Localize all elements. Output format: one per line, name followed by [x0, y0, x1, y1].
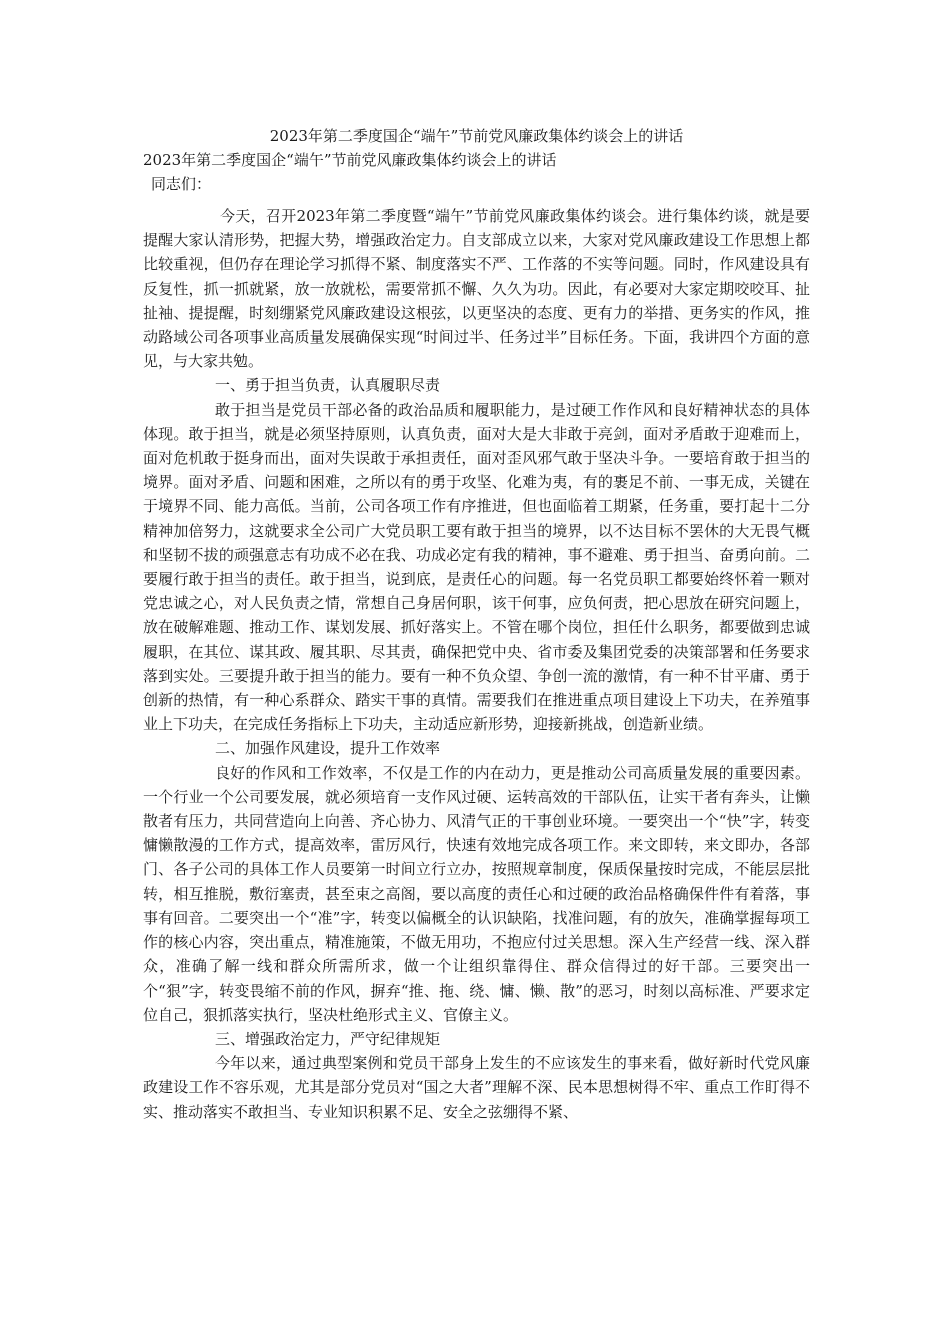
section-body-3: 今年以来，通过典型案例和党员干部身上发生的不应该发生的事来看，做好新时代党风廉政建设工作不容乐观，尤其是部分党员对“国之大者”理解不深、民本思想树得不牢、重点工作盯得不实、推动落实不敢担当、专业知识积累不足、安全之弦绷得不紧、	[143, 1054, 810, 1121]
document-page	[143, 124, 810, 1124]
section-heading-1: 一、勇于担当负责，认真履职尽责	[215, 376, 441, 395]
intro-paragraph: 今天，召开2023年第二季度暨“端午”节前党风廉政集体约谈会。进行集体约谈，就是要提醒大家认清形势，把握大势，增强政治定力。自支部成立以来，大家对党风廉政建设工作思想上都比较重视，但仍存在理论学习抓得不紧、制度落实不严、工作落的不实等问题。同时，作风建设具有反复性，抓一抓就紧，放一放就松，需要常抓不懈、久久为功。因此，有必要对大家定期咬咬耳、扯扯袖、提提醒，时刻绷紧党风廉政建设这根弦，以更坚决的态度、更有力的举措、更务实的作风，推动路域公司各项事业高质量发展确保实现“时间过半、任务过半”目标任务。下面，我讲四个方面的意见，与大家共勉。	[143, 207, 810, 371]
document-subtitle: 2023年第二季度国企“端午”节前党风廉政集体约谈会上的讲话	[143, 151, 557, 169]
section-body-1: 敢于担当是党员干部必备的政治品质和履职能力，是过硬工作作风和良好精神状态的具体体现。敢于担当，就是必须坚持原则，认真负责，面对大是大非敢于亮剑，面对矛盾敢于迎难而上，面对危机敢于挺身而出，面对失误敢于承担责任，面对歪风邪气敢于坚决斗争。一要培育敢于担当的境界。面对矛盾、问题和困难，之所以有的勇于攻坚、化难为夷，有的裹足不前、一事无成，关键在于境界不同、能力高低。当前，公司各项工作有序推进，但也面临着工期紧，任务重，要打起十二分精神加倍努力，这就要求全公司广大党员职工要有敢于担当的境界，以不达目标不罢休的大无畏气概和坚韧不拔的顽强意志有功成不必在我、功成必定有我的精神，事不避难、勇于担当、奋勇向前。二要履行敢于担当的责任。敢于担当，说到底，是责任心的问题。每一名党员职工都要始终怀着一颗对党忠诚之心，对人民负责之情，常想自己身居何职，该干何事，应负何责，把心思放在研究问题上，放在破解难题、推动工作、谋划发展、抓好落实上。不管在哪个岗位，担任什么职务，都要做到忠诚履职，在其位、谋其政、履其职、尽其责，确保把党中央、省市委及集团党委的决策部署和任务要求落到实处。三要提升敢于担当的能力。要有一种不负众望、争创一流的激情，有一种不甘平庸、勇于创新的热情，有一种心系群众、踏实干事的真情。需要我们在推进重点项目建设上下功夫，在养殖事业上下功夫，在完成任务指标上下功夫，主动适应新形势，迎接新挑战，创造新业绩。	[143, 400, 810, 734]
section-body-2: 良好的作风和工作效率，不仅是工作的内在动力，更是推动公司高质量发展的重要因素。一个行业一个公司要发展，就必须培育一支作风过硬、运转高效的干部队伍，让实干者有奔头，让懒散者有压力，共同营造向上向善、齐心协力、风清气正的干事创业环境。一要突出一个“快”字，转变慵懒散漫的工作方式，提高效率，雷厉风行，快速有效地完成各项工作。来文即转，来文即办，各部门、各子公司的具体工作人员要第一时间立行立办，按照规章制度，保质保量按时完成，不能层层批转，相互推脱，敷衍塞责，甚至束之高阁，要以高度的责任心和过硬的政治品格确保件件有着落，事事有回音。二要突出一个“准”字，转变以偏概全的认识缺陷，找准问题，有的放矢，准确掌握每项工作的核心内容，突出重点，精准施策，不做无用功，不抱应付过关思想。深入生产经营一线、深入群众，准确了解一线和群众所需所求，做一个让组织靠得住、群众信得过的好干部。三要突出一个“狠”字，转变畏缩不前的作风，摒弃“推、拖、绕、慵、懒、散”的恶习，时刻以高标准、严要求定位自己，狠抓落实执行，坚决杜绝形式主义、官僚主义。	[143, 763, 810, 1024]
document-title: 2023年第二季度国企“端午”节前党风廉政集体约谈会上的讲话	[269, 127, 684, 145]
section-heading-2: 二、加强作风建设，提升工作效率	[215, 739, 441, 758]
section-heading-3: 三、增强政治定力，严守纪律规矩	[215, 1029, 441, 1048]
salutation: 同志们：	[151, 175, 212, 193]
